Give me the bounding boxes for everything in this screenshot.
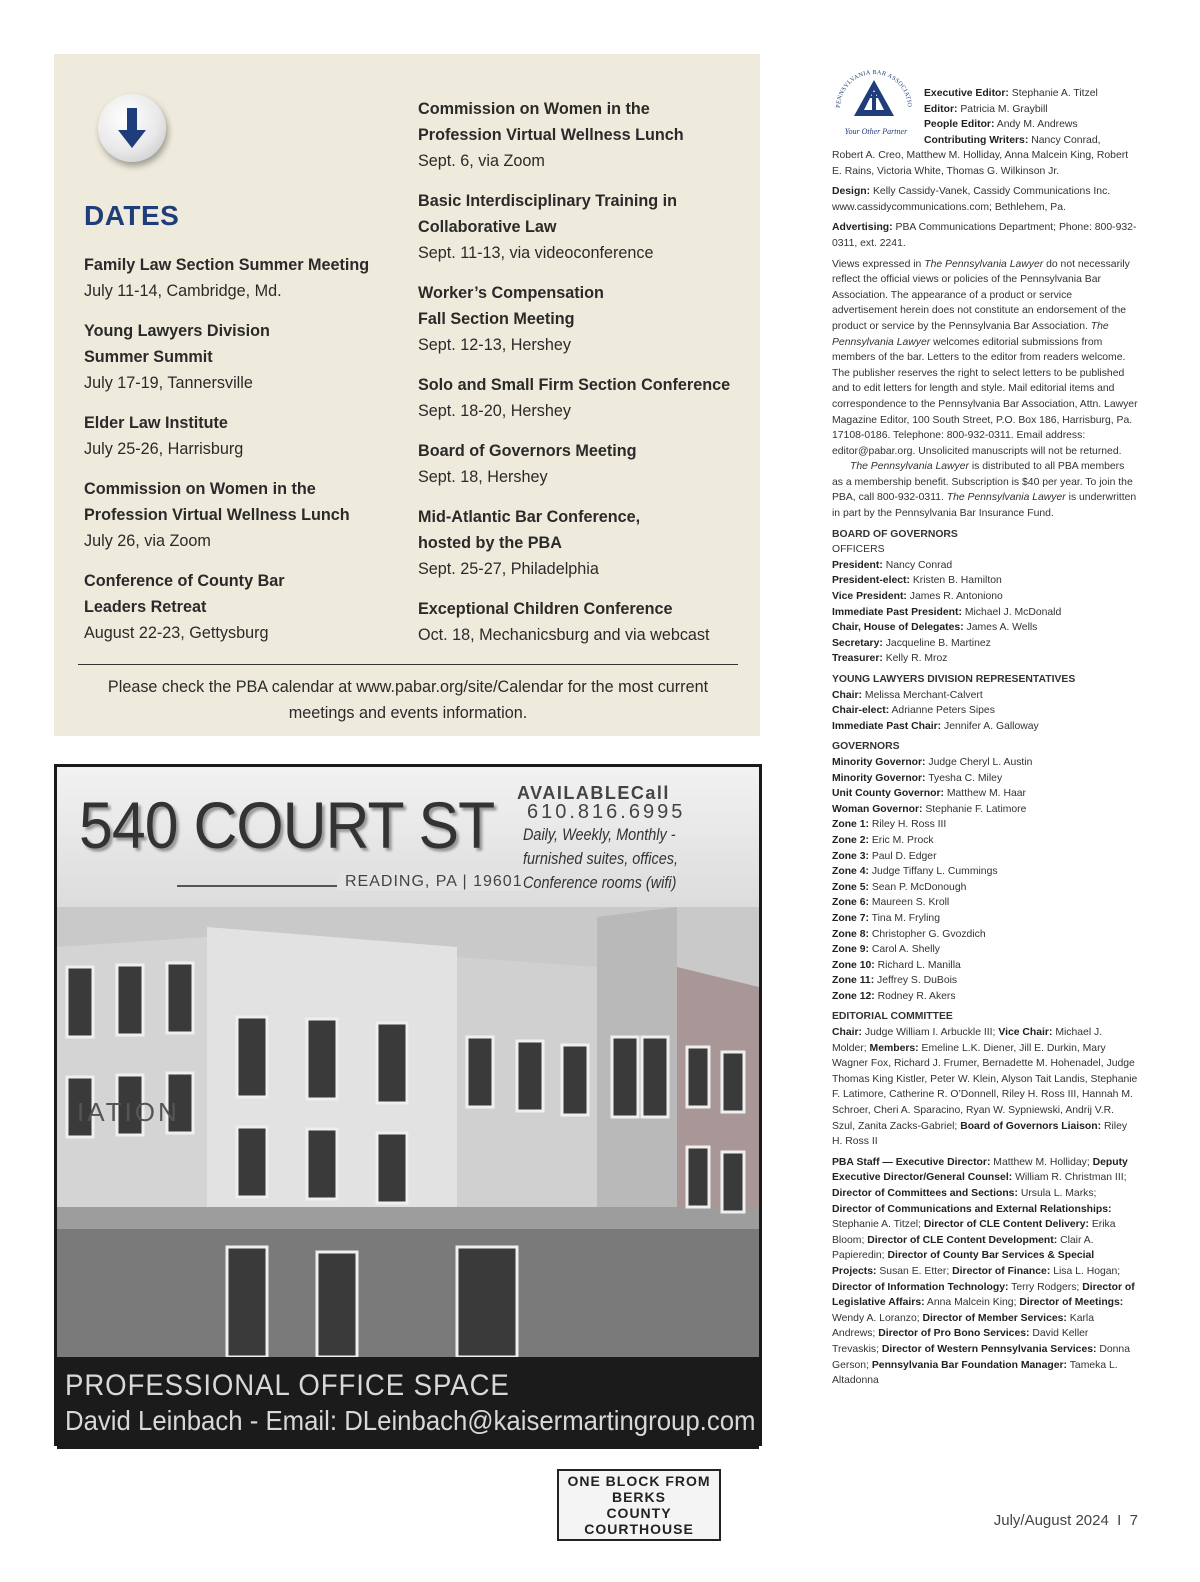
entry-value: Riley H. Ross III — [871, 819, 947, 831]
entry-label: Chair-elect: — [832, 705, 890, 717]
entry-value: Stephanie F. Latimore — [925, 803, 1027, 815]
design-credit — [832, 184, 1138, 215]
ad-title: 540 COURT ST — [79, 788, 495, 862]
board-heading: BOARD OF GOVERNORS — [832, 528, 958, 540]
entry-label: Zone 1: — [832, 819, 869, 831]
masthead-entry — [832, 1027, 998, 1038]
distribution-text: is distributed to all PBA members as a membership benefit. Subscription is $40 per year. To join the PBA, call 800-932-0311. — [832, 461, 1133, 504]
dates-box — [54, 54, 760, 736]
event-name: Commission on Women in the Profession Virtual Wellness Lunch — [418, 100, 684, 144]
dates-left-column — [84, 252, 404, 660]
entry-label: Woman Governor: — [832, 803, 923, 815]
entry-value: Stephanie A. Titzel — [1011, 88, 1098, 99]
courthouse-note-line: ONE BLOCK FROM — [567, 1473, 711, 1489]
entry-value: Adrianne Peters Sipes — [891, 705, 995, 717]
entry-value: Nancy Conrad, — [1031, 134, 1101, 146]
masthead-entry — [832, 573, 1138, 589]
masthead-entry — [832, 558, 1138, 574]
event-date: Sept. 25-27, Philadelphia — [418, 560, 599, 578]
masthead-entry — [832, 849, 1138, 865]
entry-value: Judge William I. Arbuckle III; — [864, 1027, 999, 1039]
event-date: Sept. 11-13, via videoconference — [418, 244, 654, 262]
entry-label: Chair: — [832, 1027, 863, 1039]
masthead-entry — [924, 133, 1138, 149]
entry-label: Zone 12: — [832, 990, 875, 1002]
entry-label: Director of Legislative Affairs: — [832, 1281, 1135, 1309]
event-item — [418, 96, 748, 174]
entry-value: James A. Wells — [966, 622, 1038, 634]
masthead-entry — [832, 605, 1138, 621]
entry-value: Michael J. McDonald — [964, 606, 1062, 618]
entry-value: Ursula L. Marks; — [1020, 1188, 1097, 1199]
masthead-entry — [832, 1043, 1137, 1132]
masthead-entry — [952, 1266, 1120, 1277]
event-item — [84, 410, 404, 462]
disclaimer — [832, 257, 1138, 460]
entry-value: Carol A. Shelly — [871, 944, 940, 956]
entry-label: Members: — [869, 1042, 919, 1054]
ad-phone: 610.816.6995 — [527, 801, 686, 823]
entry-label: Zone 6: — [832, 897, 869, 909]
entry-label: Zone 4: — [832, 866, 869, 878]
entry-label: President-elect: — [832, 575, 910, 587]
masthead-entry — [832, 817, 1138, 833]
entry-label: Executive Editor: — [924, 88, 1009, 99]
ad-available: AVAILABLECall — [517, 783, 670, 803]
masthead-entry — [832, 771, 1138, 787]
entry-label: Director of Communications and External Relationships: — [832, 1203, 1112, 1215]
entry-label: Minority Governor: — [832, 772, 926, 784]
entry-label: Zone 3: — [832, 850, 869, 862]
entry-label: Zone 2: — [832, 834, 869, 846]
entry-label: Editor: — [924, 103, 958, 115]
masthead-entry — [832, 864, 1138, 880]
entry-value: Susan E. Etter; — [879, 1265, 953, 1277]
event-item — [418, 504, 748, 582]
event-item — [418, 372, 748, 424]
pba-logo — [832, 62, 916, 146]
entry-label: Director of Western Pennsylvania Services: — [881, 1343, 1097, 1355]
entry-value: Erika Bloom; — [832, 1219, 1116, 1246]
event-date: Sept. 12-13, Hershey — [418, 336, 571, 354]
dates-title: DATES — [84, 200, 180, 231]
masthead-entry — [832, 958, 1138, 974]
entry-value: Rodney R. Akers — [877, 990, 956, 1002]
entry-label: Treasurer: — [832, 653, 883, 665]
entry-value: Riley H. Ross II — [832, 1120, 1128, 1148]
entry-label: Director of Finance: — [952, 1265, 1051, 1277]
event-item — [84, 318, 404, 396]
disclaimer-text: welcomes editorial submissions from members of the bar. Letters to the editor from readers welcome. The publisher reserves the right to select letters to be published and to edit letters for length and style. Mail editorial items and correspondence to the Pennsylvania Bar Association, Attn. Lawyer Magazine Editor, 100 South Street, P.O. Box 186, Harrisburg, Pa. 17108-0186. Telephone: 800-932-0311. Email address: editor@pabar.org. Unsolicited manuscripts will not be returned. — [832, 336, 1138, 457]
event-item — [418, 188, 748, 266]
event-date: July 11-14, Cambridge, Md. — [84, 282, 282, 300]
event-name: Conference of County Bar Leaders Retreat — [84, 572, 285, 616]
entry-value: Judge Tiffany L. Cummings — [871, 866, 998, 878]
masthead-staff — [924, 86, 1138, 148]
editorial-section — [832, 1009, 1138, 1149]
page-footer: July/August 2024 I 7 — [993, 1512, 1138, 1529]
masthead-entry — [832, 755, 1138, 771]
entry-label: Minority Governor: — [832, 756, 926, 768]
entry-label: Board of Governors Liaison: — [960, 1120, 1102, 1132]
event-name: Board of Governors Meeting — [418, 442, 637, 460]
entry-label: Zone 11: — [832, 975, 875, 987]
entry-value: Patricia M. Graybill — [960, 103, 1048, 115]
entry-value: Matthew M. Holliday; — [993, 1156, 1093, 1168]
entry-value: Kristen B. Hamilton — [912, 575, 1002, 587]
entry-value: James R. Antoniono — [909, 591, 1003, 603]
entry-label: Deputy Executive Director/General Counsel: — [832, 1156, 1128, 1184]
publication-name: The Pennsylvania Lawyer — [946, 492, 1066, 504]
masthead-entry — [832, 1360, 1118, 1387]
masthead-entry — [832, 786, 1138, 802]
entry-value: Jacqueline B. Martinez — [885, 637, 991, 649]
ad-description: Daily, Weekly, Monthly - furnished suites, offices, Conference rooms (wifi) — [523, 825, 679, 892]
courthouse-note-line: COUNTY — [606, 1505, 672, 1521]
entry-value: Terry Rodgers; — [1011, 1281, 1083, 1293]
event-name: Mid-Atlantic Bar Conference, hosted by the PBA — [418, 508, 641, 552]
masthead-entry — [832, 589, 1138, 605]
entry-label: Pennsylvania Bar Foundation Manager: — [871, 1359, 1068, 1371]
event-date: August 22-23, Gettysburg — [84, 624, 269, 642]
entry-label: Immediate Past Chair: — [832, 720, 942, 732]
distribution-text: is underwritten in part by the Pennsylvania Bar Insurance Fund. — [832, 492, 1137, 520]
masthead-entry — [832, 719, 1138, 735]
masthead-entry — [924, 102, 1138, 118]
entry-value: Jeffrey S. DuBois — [877, 975, 958, 987]
ad-headline: PROFESSIONAL OFFICE SPACE — [65, 1369, 510, 1402]
entry-label: Zone 5: — [832, 881, 869, 893]
courthouse-note-line: COURTHOUSE — [584, 1521, 694, 1537]
yld-section — [832, 672, 1138, 734]
entry-value: Kelly R. Mroz — [885, 653, 948, 665]
entry-value: Clair A. Papieredin; — [832, 1234, 1094, 1262]
logo-tagline: Your Other Partner — [844, 127, 908, 136]
entry-label: Zone 8: — [832, 928, 869, 940]
entry-value: Judge Cheryl L. Austin — [928, 756, 1033, 768]
ad-contact: David Leinbach - Email: DLeinbach@kaisermartingroup.com — [65, 1405, 756, 1436]
governors-list — [832, 755, 1138, 1005]
masthead-entry — [832, 703, 1138, 719]
entry-value: Melissa Merchant-Calvert — [864, 689, 983, 701]
event-item — [84, 252, 404, 304]
advertising-value: PBA Communications Department; Phone: 800-932-0311, ext. 2241. — [832, 222, 1137, 249]
design-value: Kelly Cassidy-Vanek, Cassidy Communications Inc. www.cassidycommunications.com; Bethlehem, Pa. — [832, 186, 1111, 213]
office-space-ad — [54, 764, 762, 1537]
disclaimer-text: do not necessarily reflect the official views or policies of the Pennsylvania Bar Association. The appearance of a product or service advertisement herein does not constitute an endorsement of the product or service by the Pennsylvania Bar Association. — [832, 258, 1130, 332]
building-sign: IATION — [77, 1097, 180, 1127]
editorial-heading: EDITORIAL COMMITTEE — [832, 1011, 953, 1023]
masthead-entry — [832, 833, 1138, 849]
event-item — [84, 568, 404, 646]
masthead-entry — [832, 973, 1138, 989]
dates-right-column — [418, 96, 748, 662]
masthead-entry — [832, 1188, 1096, 1199]
down-arrow-icon — [98, 94, 166, 162]
entry-value: Tyesha C. Miley — [928, 772, 1003, 784]
entry-label: Director of CLE Content Delivery: — [923, 1219, 1089, 1231]
event-name: Basic Interdisciplinary Training in Collaborative Law — [418, 192, 678, 236]
entry-value: Tina M. Fryling — [871, 912, 940, 924]
entry-value: Matthew M. Haar — [946, 788, 1026, 800]
governors-section — [832, 739, 1138, 1004]
entry-label: Director of Meetings: — [1019, 1297, 1124, 1309]
entry-label: Director of Information Technology: — [832, 1281, 1009, 1293]
entry-label: Director of CLE Content Development: — [867, 1234, 1058, 1246]
event-date: July 26, via Zoom — [84, 532, 211, 550]
event-date: Sept. 6, via Zoom — [418, 152, 545, 170]
masthead-entry — [832, 688, 1138, 704]
event-name: Family Law Section Summer Meeting — [84, 256, 370, 274]
masthead-entry — [832, 802, 1138, 818]
ad-city: READING, PA | 19601 — [337, 873, 531, 891]
publication-name: The Pennsylvania Lawyer — [924, 258, 1044, 270]
event-date: Sept. 18, Hershey — [418, 468, 548, 486]
distribution-note — [832, 459, 1138, 521]
entry-value: Andy M. Andrews — [996, 119, 1078, 131]
advertising-credit — [832, 220, 1138, 251]
entry-label: PBA Staff — Executive Director: — [832, 1156, 991, 1168]
entry-label: Zone 10: — [832, 959, 875, 971]
event-item — [418, 596, 748, 648]
divider — [78, 664, 738, 665]
masthead-entry — [832, 1157, 1093, 1168]
event-date: Sept. 18-20, Hershey — [418, 402, 571, 420]
masthead-entry — [832, 1282, 1082, 1293]
entry-value: Nancy Conrad — [885, 559, 953, 571]
event-name: Commission on Women in the Profession Virtual Wellness Lunch — [84, 480, 350, 524]
event-name: Solo and Small Firm Section Conference — [418, 376, 731, 394]
entry-label: Director of Committees and Sections: — [832, 1188, 1018, 1199]
yld-heading: YOUNG LAWYERS DIVISION REPRESENTATIVES — [832, 674, 1076, 685]
board-section — [832, 527, 1138, 667]
entry-value: Michael J. Molder; — [832, 1027, 1103, 1054]
masthead-entry — [832, 620, 1138, 636]
entry-value: Sean P. McDonough — [871, 881, 967, 893]
event-date: July 25-26, Harrisburg — [84, 440, 244, 458]
entry-value: Maureen S. Kroll — [871, 897, 950, 909]
entry-label: Director of County Bar Services & Special Projects: — [832, 1250, 1095, 1277]
entry-value: Donna Gerson; — [832, 1343, 1130, 1371]
ad-footer — [57, 1357, 759, 1449]
publication-name: The Pennsylvania Lawyer — [832, 320, 1109, 348]
calendar-note: Please check the PBA calendar at www.pabar.org/site/Calendar for the most current meetings and events information. — [107, 678, 709, 722]
event-name: Worker’s Compensation Fall Section Meeting — [418, 284, 604, 328]
masthead-body — [832, 148, 1138, 1389]
entry-label: Immediate Past President: — [832, 606, 962, 618]
masthead-entry — [832, 895, 1138, 911]
masthead-entry — [832, 942, 1138, 958]
event-item — [418, 438, 748, 490]
entry-label: Unit County Governor: — [832, 788, 944, 800]
entry-label: People Editor: — [924, 119, 995, 131]
entry-value: Anna Malcein King; — [926, 1297, 1020, 1309]
disclaimer-text: Views expressed in — [832, 258, 925, 270]
entry-value: David Keller Trevaskis; — [832, 1328, 1089, 1355]
event-name: Elder Law Institute — [84, 414, 228, 432]
event-date: Oct. 18, Mechanicsburg and via webcast — [418, 626, 710, 644]
writers-continued: Robert A. Creo, Matthew M. Holliday, Anna Malcein King, Robert E. Rains, Victoria White, Thomas G. Wilkinson Jr. — [832, 150, 1129, 177]
masthead-entry — [832, 927, 1138, 943]
officers-heading: OFFICERS — [832, 544, 885, 556]
entry-label: President: — [832, 559, 883, 571]
masthead-entry — [832, 911, 1138, 927]
entry-value: Stephanie A. Titzel; — [832, 1219, 924, 1231]
masthead-entry — [832, 989, 1138, 1005]
event-item — [418, 280, 748, 358]
masthead-entry — [832, 651, 1138, 667]
design-label: Design: — [832, 186, 871, 198]
ad-header — [57, 767, 759, 907]
publication-name: The Pennsylvania Lawyer — [850, 461, 969, 473]
entry-label: Director of Member Services: — [922, 1312, 1067, 1324]
entry-value: Lisa L. Hogan; — [1053, 1265, 1121, 1277]
svg-text:PENNSYLVANIA BAR ASSOCIATION: PENNSYLVANIA BAR ASSOCIATIO — [834, 68, 914, 109]
entry-label: Vice Chair: — [998, 1027, 1053, 1039]
entry-label: Zone 7: — [832, 912, 869, 924]
entry-label: Vice President: — [832, 591, 907, 603]
masthead-entry — [832, 880, 1138, 896]
entry-value: Paul D. Edger — [871, 850, 937, 862]
entry-label: Chair, House of Delegates: — [832, 622, 964, 634]
entry-value: Richard L. Manilla — [877, 959, 961, 971]
entry-value: Jennifer A. Galloway — [944, 720, 1039, 732]
event-item — [84, 476, 404, 554]
entry-value: Karla Andrews; — [832, 1312, 1095, 1340]
entry-label: Director of Pro Bono Services: — [878, 1328, 1030, 1340]
yld-list — [832, 688, 1138, 735]
courthouse-note-line: BERKS — [611, 1489, 666, 1505]
event-date: July 17-19, Tannersville — [84, 374, 253, 392]
entry-value: Eric M. Prock — [871, 834, 934, 846]
entry-label: Secretary: — [832, 637, 883, 649]
entry-label: Zone 9: — [832, 944, 869, 956]
advertising-label: Advertising: — [832, 222, 893, 234]
entry-value: Christopher G. Gvozdich — [871, 928, 986, 940]
masthead-entry — [832, 636, 1138, 652]
event-name: Young Lawyers Division Summer Summit — [84, 322, 270, 366]
entry-label: Chair: — [832, 689, 863, 701]
officers-list — [832, 558, 1138, 667]
pba-staff-list — [832, 1155, 1138, 1389]
governors-heading: GOVERNORS — [832, 741, 900, 753]
masthead-entry — [924, 86, 1138, 102]
entry-label: Contributing Writers: — [924, 134, 1029, 146]
courthouse-note — [557, 1469, 721, 1541]
editorial-list — [832, 1025, 1138, 1150]
masthead-entry — [924, 117, 1138, 133]
event-name: Exceptional Children Conference — [418, 600, 673, 618]
entry-value: Wendy A. Loranzo; — [832, 1312, 923, 1324]
entry-value: Tameka L. Altadonna — [832, 1359, 1118, 1387]
entry-value: Emeline L.K. Diener, Jill E. Durkin, Mary Wagner Fox, Richard J. Frumer, Bernadette M. Hohenadel, Judge Thomas King Kistler, Peter W. Klein, Alyson Tait Landis, Stephanie F. Latimore, Catherine R. O’Donnell, Riley H. Ross III, Hannah M. Schroer, Cheri A. Sparacino, Ryan W. Sypniewski, Andrij V.R. Szul, Zanita Zacks-Gabriel; — [832, 1042, 1138, 1132]
entry-value: William R. Christman III; — [1015, 1172, 1127, 1184]
